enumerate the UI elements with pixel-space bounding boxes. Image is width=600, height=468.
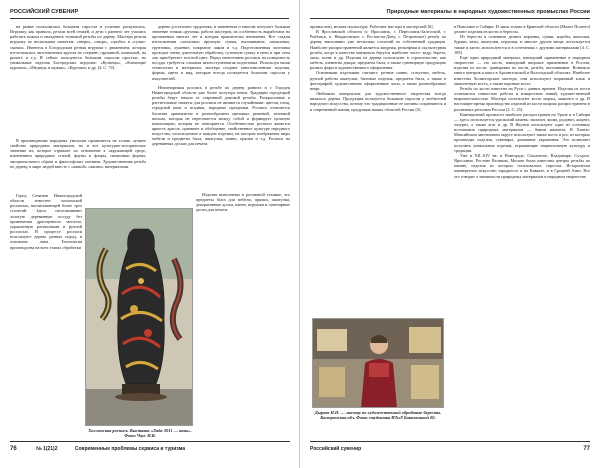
right-page	[300, 0, 600, 468]
khokhloma-vase-image	[86, 209, 193, 426]
craftswoman-image	[313, 319, 444, 408]
craftswoman-photo	[312, 318, 444, 408]
journal-title: Современные проблемы сервиса и туризма	[74, 446, 186, 452]
left-col2	[152, 24, 290, 192]
paragraph: Еще один природный материал, нашедший применение в народном творчестве — это кость, нашедший широкое применение в России, изделия из кости: гравировка по кости, резьба, вытачивание. Возникло много центров и школ в Архангельской и Вологодской областях. Наиболее известны Холмогорские мастера, они используют моржовый клык и мамонтовую кость, а также коровью кость.	[454, 54, 590, 86]
left-col2-narrow	[196, 192, 290, 312]
left-running-header	[10, 6, 289, 18]
paragraph: промыслов), мелкая скульптура. Работают мастера в мастерской [6].	[310, 24, 434, 29]
right-col1	[310, 24, 446, 314]
right-page-number: 77	[583, 446, 590, 452]
right-col2	[454, 24, 590, 440]
header-rule	[310, 18, 590, 19]
left-footer	[10, 443, 290, 455]
paragraph: В Ярославской области (г. Ярославль, г. Переславль-Залесский, г. Рыбинск, п. Некрасовское, г. Ростов-на-Дону, с. Петровское) резьбу по дереву выполняют уже несколько столетий по собственной традиции. Наиболее распространенной является ажурная, рельефная и скульптурная резьба, когда в качестве материала берутся наиболее часто: кедр, береза, липа, ясень и др. Изделия из дерева используют в строительстве, как мебель, элементы декора, предметы быта, а также сувенирную продукцию разных форм и художественного оформления.	[310, 29, 446, 71]
paragraph: Изделия выполнены в различной технике, это предметы быта для мебели, прялки, шкатулки, декоративные доски, панно, игрушки и сувенирные доски для печати.	[196, 192, 290, 213]
paragraph: Основными изделиями считают: резные панно, статуэтки, мебель, ручной работы шкатулки, бытовые изделия, предметы быта, а также в фотографий, художественно оформленные часы, а также разнообразные вещи.	[310, 70, 446, 91]
paragraph: Резьба по кости известна на Руси с давних времен. Изделия из кости отличаются тонкостью работы и изяществом линий, художественной выразительностью. Мастера используют кость моржа, мамонта и др. В настоящее время производство изделий из кости широко распространено в различных регионах России [2. С. 25].	[454, 85, 590, 112]
left-col1-bottom	[10, 193, 82, 438]
left-col1-top	[10, 24, 146, 138]
section-title: Российский сувенир	[310, 446, 362, 452]
left-page-number: 76	[10, 446, 17, 452]
paragraph: Из бересты в основном делают корзины, сумки, коробы, кошелки, бураки, вазы, шкатулки, игрушки, и многие другие вещи; используется также и лапти, используются и в сочетаниях с другими материалами [4. С. 109].	[454, 34, 590, 55]
footer-rule	[310, 441, 590, 442]
left-header-title: РОССИЙСКИЙ СУВЕНИР	[10, 9, 79, 15]
left-photo-caption: Хохломская роспись. Выставка «Лада-2011 — ковы». Фото Чаус Н.В.	[88, 428, 192, 439]
footer-rule	[10, 441, 290, 442]
right-footer	[310, 443, 590, 455]
paragraph: Неповторимая роспись в резьбе по дереву развита и г. Городец Нижегородской области уже более полутора веков. Традиции городецкой резьбы берут начало от старинной домовой резьбы. Раскрасочные и растительные сюжеты для росписи не являются случайными: цветов, птиц, городской конь и всадник, народные праздники. Роспись отличается богатым орнаментом и разнообразием цветовых решений, техникой письма, которая не пересекается между собой и формирует цельную композицию, которая не повторяется. Особенностью росписи является яркость красок, орнамент и обобщение, свойственное культуре народного искусства, используемые в каждом изделии, на котором изображены виды мебели и предметы быта, шкатулки, панно, прялки и т.д. Роспись на деревянных досках для печати.	[152, 84, 290, 147]
paragraph: в Поволжье и Сибири. И лишь только в Брянской области (Малое Полюто) делают изделия из кости и бересты.	[454, 24, 590, 35]
right-header-title: Природные материалы в народных художественных промыслах России	[386, 9, 590, 15]
left-col1-mid	[10, 138, 146, 190]
issue-number: № 1(21)2	[36, 446, 58, 452]
paragraph: Любимым материалом для художественного творчества всегда являлось дерево. Продукция пользуется большим спросом у любителей народного искусства, потому что традиционные ее мотивы сохраняются и в современной жизни, продукция наших областей России [3].	[310, 91, 446, 112]
paragraph: на рынке пользовалась большим спросом и успешно раскупалась. Игрушку, как правило, резали всей семьей, и дети с раннего лет учились работать ножом и овладевать техникой резьбы по дереву. Мастера резали игрушку по нескольким сюжетам: «звери», «люди», «грибы» и «сучки-сказки». Имеются в Богородском резная игрушка с движением, которая изготовлялась заготовочным кругом на стержне, пружиной, шпилькой, на рычаге и т.д. И сейчас пользуются большим спросом простые, но уникальные изделия Богородских игрушек: «Кузнецы», «Клюющие курочки», «Медведь и мужик», «Курочки» и др. [4. С. 74].	[10, 24, 146, 71]
header-rule	[10, 18, 289, 19]
paragraph: Камнерезный промысел наиболее распространен на Урале и в Сибири — здесь используется уральский камень: малахит, яшма, родонит, жадеит, лазурит, а также агат и др. В Якутии используют один из основных источников природных материалов — бивни мамонта. В Ханты-Мансийском автономном округе используют также кость и рог, из которых производят изделия, сувениры, домашние украшения. Это позволяет получить уникальные изделия, отражающие национальную культуру и традиции.	[454, 111, 590, 153]
right-photo-caption: Дырова Н.П. — мастер по художественной обработке бересты. Костромская обл. Фото студентка ИТиЛ Бакалюшкой Ю.	[314, 410, 442, 421]
paragraph: Уже в XII–XIV вв. в Новгороде, Смоленске, Владимире, Суздале, Ярославле, Ростове Великом, Москве были известны центры резьбы по камню, изделия из которых пользовались спросом. Исторически камнерезное искусство зародилось и на Кавказе, и в Средней Азии. Все это говорит о значимости природных материалов в народном творчестве.	[454, 152, 590, 179]
khokhloma-photo	[85, 208, 193, 426]
right-running-header	[310, 6, 590, 18]
paragraph: дерева достаточно трудоемка, в изменении и многом получает большая значение тонкая «ручная» работа мастеров, их особенность выработана на протяжении многих лет и которая практически неизменна. Все стадии изготовления «хохломы» вручную: сушка, вытачивание, шпаклевка, грунтовка, лужение, покрытие лаком и т.д. Подготовленная заготовка проходит очень длительную обработку, суточную сушку в печи и при этом лак приобретает золотой цвет. Перед нанесением росписи на поверхность посуды требуется сложная многоступенчатая подготовка. Используя наши технологии и материалы, мастера создают многочисленные изделия, формы, цвета и вид, которые всегда пользуются большим спросом у покупателей.	[152, 24, 290, 81]
paragraph: Город Семенов Нижегородской области известен хохломской росписью, насчитывающей более трех столетий. Здесь изготавливают золотую деревянную посуду без применения драгоценного металла, украшенную расписными и ручной росписью. В процессе росписи используют дерево разных пород, в основном липа. Технология производства на всех этапах обработки	[10, 193, 82, 250]
paragraph: В произведениях народных умельцев проявляется не только лучшее свойство природных материалов, но и все культурно-историческое значение их, которое отражает их отношение к окружающей среде, изменением природных стилей, фауны и флоры, символики формы, эмоционального образа и философских мотивов. Художественная резьба по дереву, в мире людей вместе с «живой» «жизни» материалами.	[10, 138, 146, 169]
